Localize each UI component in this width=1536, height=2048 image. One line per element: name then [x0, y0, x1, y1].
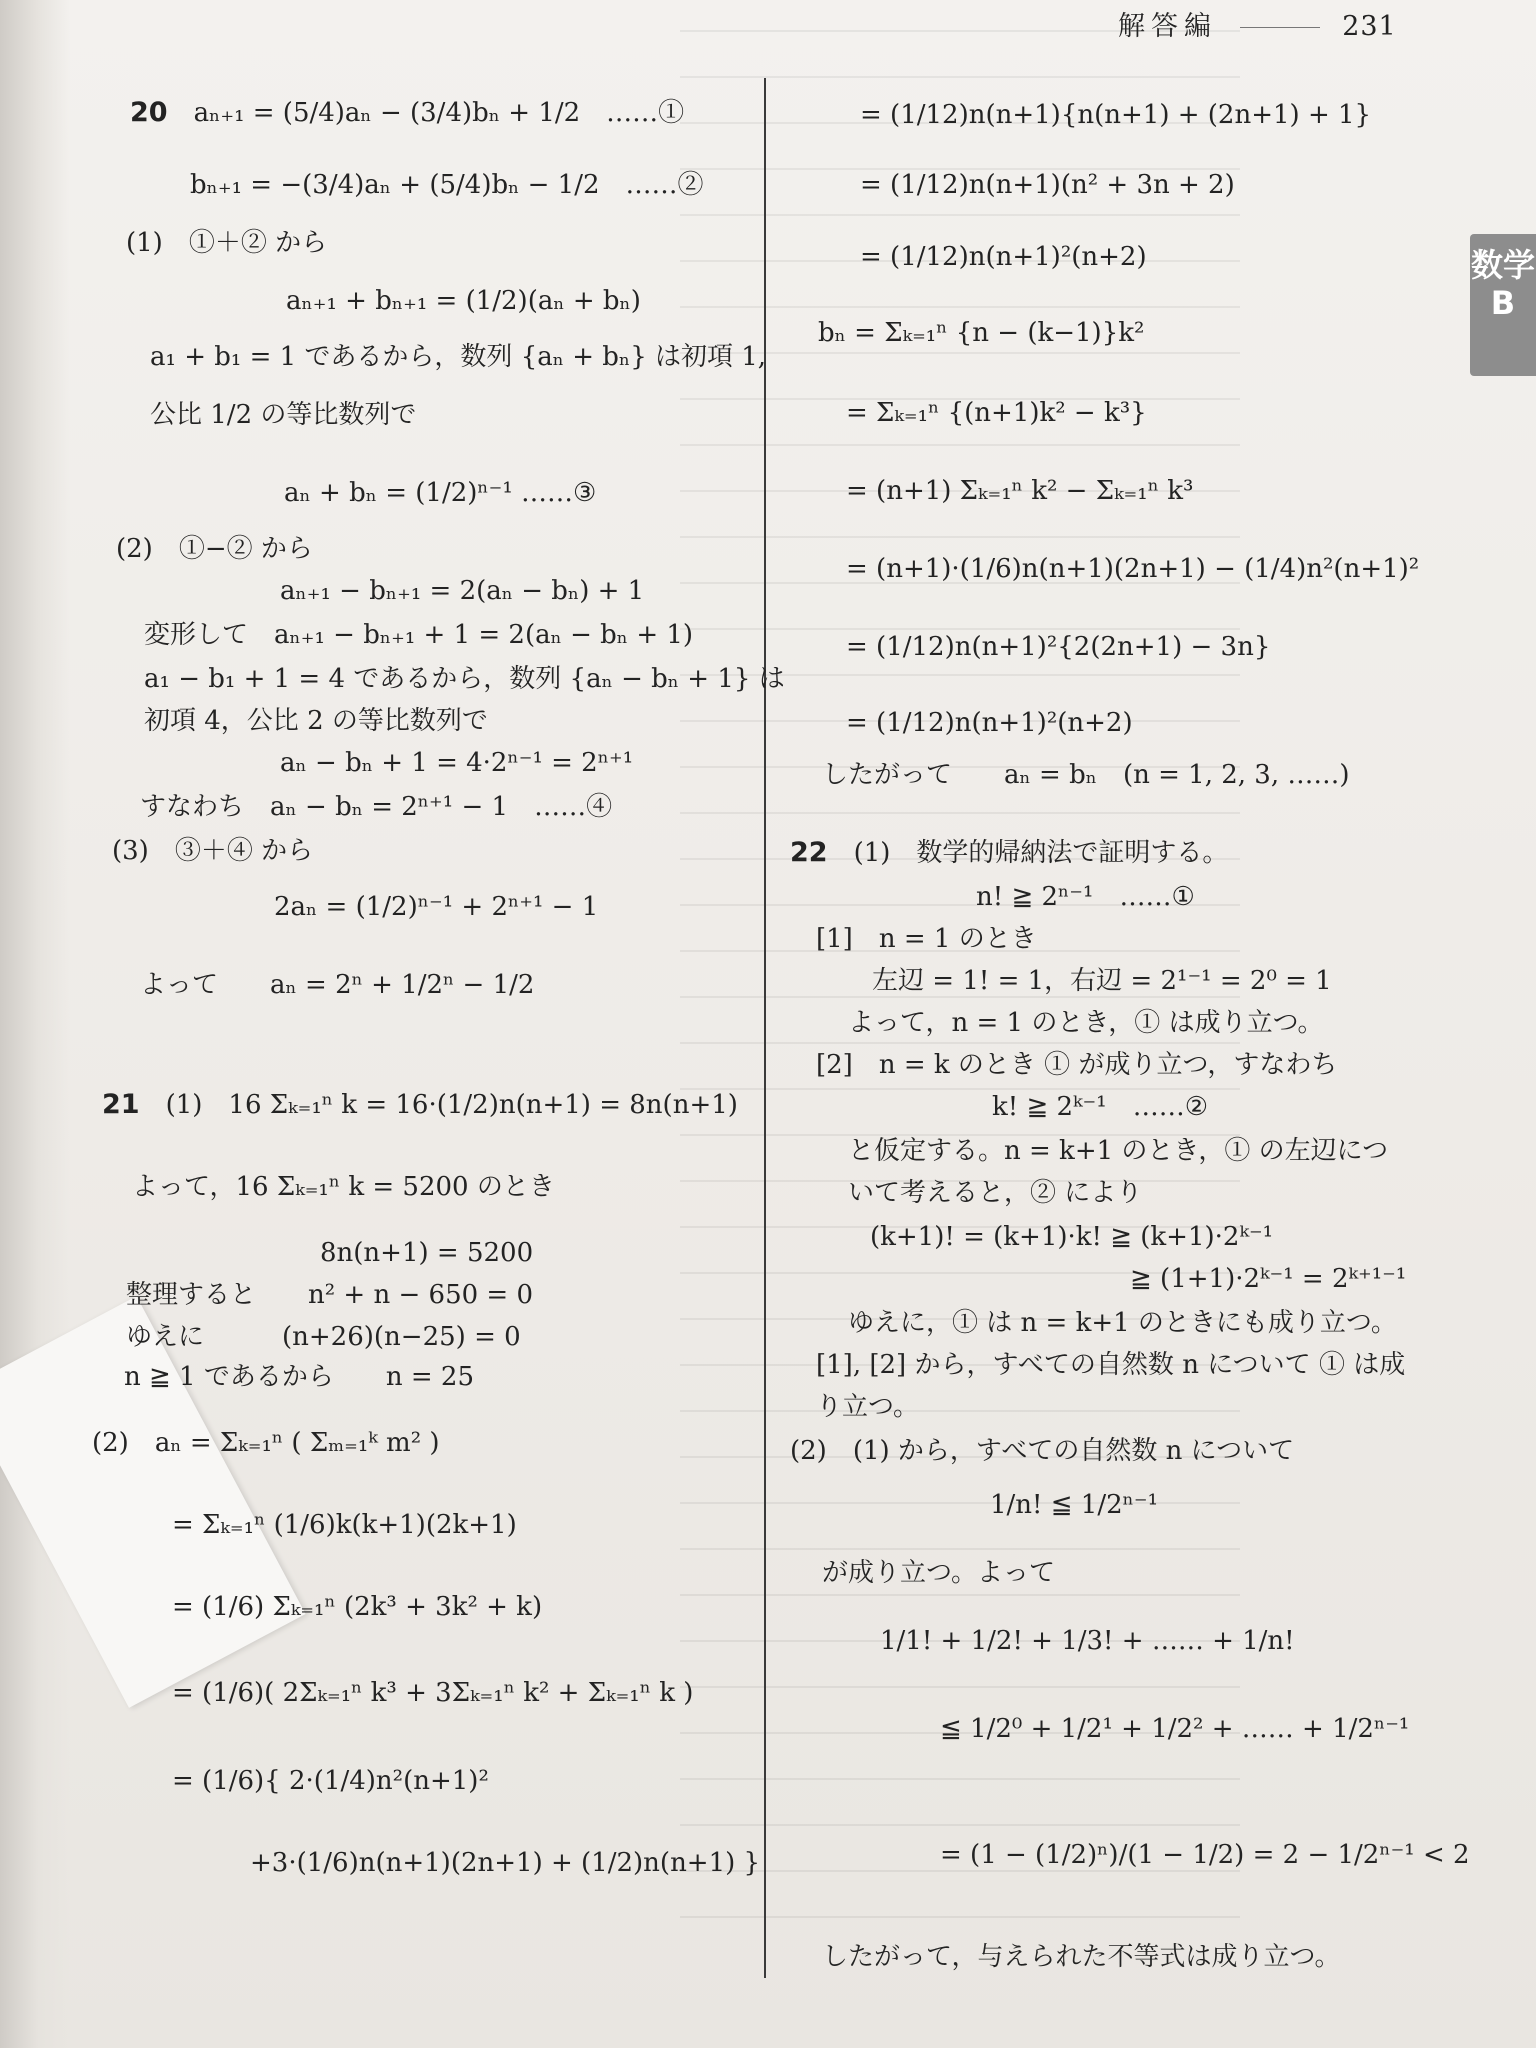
problem-number: 20: [130, 97, 168, 128]
math-text: したがって，与えられた不等式は成り立つ。: [822, 1942, 1341, 1972]
math-text: bₙ₊₁ = −(3/4)aₙ + (5/4)bₙ − 1/2 ……②: [190, 170, 704, 200]
left-line: [126, 226, 327, 260]
math-text: 初項 4，公比 2 の等比数列で: [144, 706, 488, 736]
left-line: [280, 574, 644, 608]
math-text: 左辺 = 1! = 1，右辺 = 2¹⁻¹ = 2⁰ = 1: [872, 966, 1332, 996]
math-text: (2) (1) から，すべての自然数 n について: [790, 1436, 1295, 1466]
math-text: (1) 数学的帰納法で証明する。: [853, 838, 1229, 868]
right-line: [846, 474, 1193, 508]
math-text: 1/1! + 1/2! + 1/3! + …… + 1/n!: [880, 1626, 1295, 1656]
right-line: [816, 1348, 1405, 1382]
math-text: (2) aₙ = Σₖ₌₁ⁿ ( Σₘ₌₁ᵏ m² ): [92, 1428, 440, 1458]
right-line: [822, 1556, 1055, 1590]
right-line: [860, 168, 1235, 202]
right-line: [816, 1048, 1337, 1082]
right-line: [860, 240, 1147, 274]
subject-tab-line2: B: [1490, 284, 1516, 322]
math-text: = (1/6){ 2·(1/4)n²(n+1)²: [172, 1766, 489, 1796]
math-text: と仮定する。n = k+1 のとき，① の左辺につ: [848, 1136, 1389, 1166]
left-line: [92, 1426, 440, 1460]
math-text: 公比 1/2 の等比数列で: [150, 400, 417, 430]
math-text: aₙ − bₙ + 1 = 4·2ⁿ⁻¹ = 2ⁿ⁺¹: [280, 748, 634, 778]
math-text: = (1/12)n(n+1)²(n+2): [846, 708, 1133, 738]
math-text: bₙ = Σₖ₌₁ⁿ {n − (k−1)}k²: [818, 318, 1145, 348]
math-text: (1) ①＋② から: [126, 228, 328, 258]
math-text: 2aₙ = (1/2)ⁿ⁻¹ + 2ⁿ⁺¹ − 1: [274, 892, 599, 922]
math-text: = (1/12)n(n+1)²{2(2n+1) − 3n}: [846, 632, 1271, 662]
math-text: いて考えると，② により: [848, 1178, 1143, 1208]
math-text: ゆえに，① は n = k+1 のときにも成り立つ。: [848, 1308, 1397, 1338]
left-line: [102, 1088, 738, 1122]
right-line: [872, 964, 1332, 998]
right-line: [790, 1434, 1294, 1468]
math-text: よって，16 Σₖ₌₁ⁿ k = 5200 のとき: [132, 1172, 555, 1202]
left-line: [116, 532, 313, 566]
left-line: [144, 618, 693, 652]
math-text: 整理すると n² + n − 650 = 0: [126, 1280, 534, 1310]
math-text: n ≧ 1 であるから n = 25: [124, 1362, 475, 1392]
left-line: [190, 168, 704, 202]
left-line: [150, 398, 416, 432]
right-line: [848, 1306, 1397, 1340]
math-text: aₙ₊₁ = (5/4)aₙ − (3/4)bₙ + 1/2 ……①: [193, 98, 685, 128]
page-binding-shadow: [0, 0, 70, 2048]
math-text: [2] n = k のとき ① が成り立つ，すなわち: [816, 1050, 1338, 1080]
left-line: [144, 662, 785, 696]
math-text: [1], [2] から，すべての自然数 n について ① は成: [816, 1350, 1406, 1380]
math-text: = Σₖ₌₁ⁿ {(n+1)k² − k³}: [846, 398, 1147, 428]
subject-tab: [1470, 234, 1536, 376]
left-line: [130, 96, 684, 130]
math-text: n! ≧ 2ⁿ⁻¹ ……①: [976, 882, 1195, 912]
math-text: aₙ₊₁ + bₙ₊₁ = (1/2)(aₙ + bₙ): [286, 286, 641, 316]
math-text: (k+1)! = (k+1)·k! ≧ (k+1)·2ᵏ⁻¹: [870, 1222, 1274, 1252]
math-text: 8n(n+1) = 5200: [320, 1238, 534, 1268]
math-text: ≦ 1/2⁰ + 1/2¹ + 1/2² + …… + 1/2ⁿ⁻¹: [940, 1714, 1410, 1744]
math-text: aₙ₊₁ − bₙ₊₁ = 2(aₙ − bₙ) + 1: [280, 576, 645, 606]
math-text: k! ≧ 2ᵏ⁻¹ ……②: [992, 1092, 1208, 1122]
right-line: [846, 552, 1419, 586]
math-text: すなわち aₙ − bₙ = 2ⁿ⁺¹ − 1 ……④: [140, 792, 613, 822]
left-line: [126, 1278, 533, 1312]
right-line: [848, 1134, 1388, 1168]
math-text: [1] n = 1 のとき: [816, 924, 1037, 954]
math-text: が成り立つ。よって: [822, 1558, 1055, 1588]
page-number: 231: [1342, 11, 1397, 42]
right-line: [846, 706, 1133, 740]
right-line: [940, 1838, 1470, 1872]
math-text: = (1/6)( 2Σₖ₌₁ⁿ k³ + 3Σₖ₌₁ⁿ k² + Σₖ₌₁ⁿ k ): [172, 1678, 694, 1708]
math-text: 1/n! ≦ 1/2ⁿ⁻¹: [990, 1490, 1159, 1520]
math-text: したがって aₙ = bₙ (n = 1, 2, 3, ……): [822, 760, 1350, 790]
math-text: = (1/12)n(n+1)(n² + 3n + 2): [860, 170, 1235, 200]
left-line: [144, 704, 488, 738]
math-text: (2) ①−② から: [116, 534, 313, 564]
math-text: = (1/12)n(n+1){n(n+1) + (2n+1) + 1}: [860, 100, 1372, 130]
right-line: [848, 1176, 1142, 1210]
math-text: = (1/6) Σₖ₌₁ⁿ (2k³ + 3k² + k): [172, 1592, 543, 1622]
math-text: a₁ + b₁ = 1 であるから，数列 {aₙ + bₙ} は初項 1,: [150, 342, 767, 372]
math-text: (3) ③＋④ から: [112, 836, 314, 866]
right-line: [1130, 1262, 1406, 1296]
right-line: [860, 98, 1371, 132]
math-text: ≧ (1+1)·2ᵏ⁻¹ = 2ᵏ⁺¹⁻¹: [1130, 1264, 1407, 1294]
math-text: よって aₙ = 2ⁿ + 1/2ⁿ − 1/2: [140, 970, 535, 1000]
right-line: [870, 1220, 1273, 1254]
math-text: = (n+1)·(1/6)n(n+1)(2n+1) − (1/4)n²(n+1)²: [846, 554, 1420, 584]
left-line: [126, 1320, 521, 1354]
math-text: り立つ。: [816, 1392, 919, 1422]
left-line: [150, 340, 766, 374]
right-line: [822, 758, 1350, 792]
right-line: [816, 922, 1037, 956]
math-text: = (n+1) Σₖ₌₁ⁿ k² − Σₖ₌₁ⁿ k³: [846, 476, 1194, 506]
right-line: [822, 1940, 1340, 1974]
math-text: = (1/12)n(n+1)²(n+2): [860, 242, 1147, 272]
math-text: よって，n = 1 のとき，① は成り立つ。: [848, 1008, 1324, 1038]
right-line: [976, 880, 1195, 914]
problem-number: 21: [102, 1089, 140, 1120]
right-line: [816, 1390, 919, 1424]
right-line: [846, 630, 1270, 664]
left-line: [284, 476, 596, 510]
math-text: +3·(1/6)n(n+1)(2n+1) + (1/2)n(n+1) }: [250, 1848, 761, 1878]
right-line: [848, 1006, 1324, 1040]
math-text: a₁ − b₁ + 1 = 4 であるから，数列 {aₙ − bₙ + 1} は: [144, 664, 785, 694]
left-line: [132, 1170, 555, 1204]
right-line: [846, 396, 1147, 430]
left-line: [172, 1508, 517, 1542]
math-text: ゆえに (n+26)(n−25) = 0: [126, 1322, 521, 1352]
left-line: [112, 834, 313, 868]
right-line: [940, 1712, 1409, 1746]
left-line: [286, 284, 641, 318]
problem-number: 22: [790, 837, 828, 868]
running-header: [1118, 4, 1397, 43]
math-text: aₙ + bₙ = (1/2)ⁿ⁻¹ ……③: [284, 478, 597, 508]
header-section: 解答編: [1118, 11, 1217, 42]
header-rule: [1240, 27, 1320, 28]
subject-tab-line1: 数学: [1470, 246, 1535, 284]
math-text: (1) 16 Σₖ₌₁ⁿ k = 16·(1/2)n(n+1) = 8n(n+1): [165, 1090, 738, 1120]
math-text: = Σₖ₌₁ⁿ (1/6)k(k+1)(2k+1): [172, 1510, 517, 1540]
right-line: [992, 1090, 1208, 1124]
left-line: [172, 1764, 489, 1798]
math-text: = (1 − (1/2)ⁿ)/(1 − 1/2) = 2 − 1/2ⁿ⁻¹ < 2: [940, 1840, 1470, 1870]
right-line: [990, 1488, 1158, 1522]
left-line: [320, 1236, 533, 1270]
left-line: [140, 790, 612, 824]
right-line: [880, 1624, 1295, 1658]
right-line: [790, 836, 1228, 870]
math-text: 変形して aₙ₊₁ − bₙ₊₁ + 1 = 2(aₙ − bₙ + 1): [144, 620, 694, 650]
left-line: [140, 968, 534, 1002]
right-line: [818, 316, 1144, 350]
left-line: [250, 1846, 760, 1880]
left-line: [172, 1676, 693, 1710]
left-line: [172, 1590, 542, 1624]
left-line: [274, 890, 598, 924]
left-line: [280, 746, 633, 780]
left-line: [124, 1360, 474, 1394]
